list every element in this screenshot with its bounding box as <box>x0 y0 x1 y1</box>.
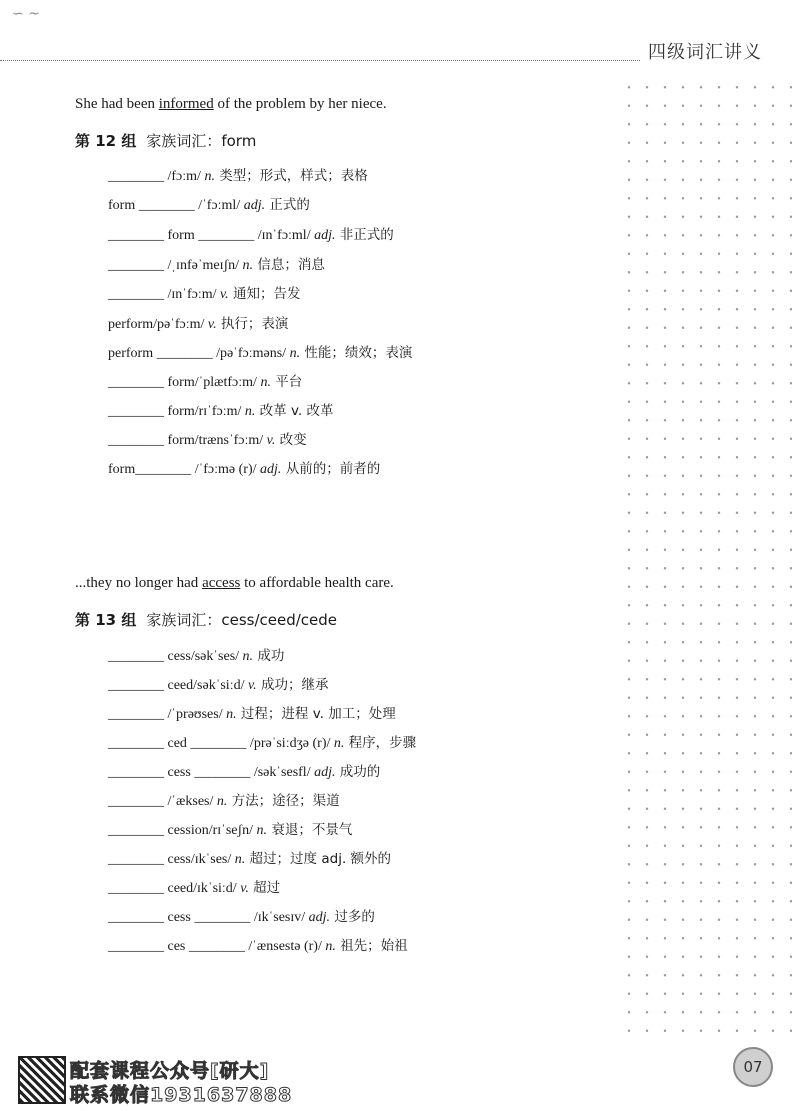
entry-lead: ________ /ˈækses/ <box>108 794 214 809</box>
entry-pos: adj. <box>308 910 331 925</box>
entry-meaning: 非正式的 <box>335 227 394 243</box>
entry-lead: ________ /ˌɪnfəˈmeɪʃn/ <box>108 258 240 273</box>
entry-lead: ________ ceed/ɪkˈsiːd/ <box>108 881 237 896</box>
group-name: 家族词汇： <box>146 611 222 629</box>
entry-meaning: 成功；继承 <box>256 677 329 693</box>
vocab-entry[interactable] <box>108 702 396 723</box>
vocab-entry[interactable] <box>108 223 394 244</box>
entry-lead: ________ form/trænsˈfɔːm/ <box>108 433 264 448</box>
group-label: 第 13 组 <box>75 611 137 629</box>
entry-pos: n. <box>242 649 254 664</box>
vocab-entry[interactable] <box>108 644 284 665</box>
vocab-entry[interactable] <box>108 193 310 214</box>
vocab-entry[interactable] <box>108 818 352 839</box>
vocab-entry[interactable] <box>108 341 412 362</box>
entry-meaning: 成功 <box>253 648 285 664</box>
example-sentence-12 <box>75 96 387 113</box>
entry-lead: ________ cession/rɪˈseʃn/ <box>108 823 254 838</box>
entry-pos: n. <box>260 375 271 390</box>
vocab-entry[interactable] <box>108 876 280 897</box>
entry-meaning: 方法；途径；渠道 <box>227 793 340 809</box>
entry-lead: form ________ /ˈfɔːml/ <box>108 198 241 213</box>
entry-meaning: 过多的 <box>330 909 375 925</box>
entry-lead: ________ /ˈprəʊses/ <box>108 707 223 722</box>
entry-pos: v. <box>247 678 257 693</box>
entry-pos: adj. <box>243 198 266 213</box>
vocab-entry[interactable] <box>108 934 408 955</box>
vocab-entry[interactable] <box>108 760 380 781</box>
entry-meaning: 超过；过度 adj. 额外的 <box>245 851 392 867</box>
entry-pos: n. <box>256 823 268 838</box>
promo-line-1: 配套课程公众号[研大] <box>70 1060 270 1082</box>
sentence-after: to affordable health care. <box>240 575 394 591</box>
entry-meaning: 改革 v. 改革 <box>255 403 334 419</box>
entry-pos: n. <box>244 404 256 419</box>
entry-lead: ________ cess/səkˈses/ <box>108 649 240 664</box>
entry-meaning: 信息；消息 <box>253 257 325 273</box>
entry-lead: ________ /fɔːm/ <box>108 169 201 184</box>
entry-lead: form________ /ˈfɔːmə (r)/ <box>108 462 257 477</box>
entry-meaning: 性能；绩效；表演 <box>300 345 413 361</box>
entry-pos: v. <box>220 287 229 302</box>
entry-pos: n. <box>325 939 336 954</box>
vocab-entry[interactable] <box>108 370 302 391</box>
vocab-entry[interactable] <box>108 847 391 868</box>
vocab-entry[interactable] <box>108 428 307 449</box>
vocab-entry[interactable] <box>108 905 375 926</box>
group-topic: form <box>221 132 257 150</box>
entry-pos: adj. <box>314 765 336 780</box>
vocab-entry[interactable] <box>108 731 416 752</box>
entry-pos: n. <box>333 736 345 751</box>
dot-grid-notes-area <box>620 78 792 1038</box>
entry-lead: ________ ceed/səkˈsiːd/ <box>108 678 245 693</box>
entry-meaning: 通知；告发 <box>228 286 301 302</box>
entry-pos: adj. <box>314 228 336 243</box>
entry-lead: ________ cess ________ /səkˈsesfl/ <box>108 765 311 780</box>
entry-lead: ________ ced ________ /prəˈsiːdʒə (r)/ <box>108 736 331 751</box>
group-label: 第 12 组 <box>75 132 137 150</box>
vocab-entry[interactable] <box>108 399 333 420</box>
entry-pos: n. <box>289 346 301 361</box>
footer-promo <box>18 1056 310 1104</box>
entry-meaning: 成功的 <box>335 764 381 780</box>
entry-meaning: 平台 <box>270 374 303 390</box>
entry-meaning: 执行；表演 <box>216 316 289 332</box>
vocab-entry[interactable] <box>108 673 328 694</box>
entry-pos: v. <box>240 881 249 896</box>
entry-meaning: 衰退；不景气 <box>267 822 353 838</box>
vocab-entry[interactable] <box>108 164 368 185</box>
entry-lead: ________ /ɪnˈfɔːm/ <box>108 287 217 302</box>
entry-pos: n. <box>226 707 237 722</box>
promo-line-2: 联系微信1931637888 <box>70 1084 293 1106</box>
entry-pos: n. <box>242 258 254 273</box>
entry-meaning: 祖先；始祖 <box>335 938 408 954</box>
entry-lead: ________ cess ________ /ɪkˈsesɪv/ <box>108 910 306 925</box>
example-sentence-13 <box>75 575 394 592</box>
entry-pos: adj. <box>260 462 282 477</box>
sentence-before: She had been <box>75 96 159 112</box>
vocab-entry[interactable] <box>108 253 325 274</box>
entry-lead: ________ form ________ /ɪnˈfɔːml/ <box>108 228 311 243</box>
vocab-entry[interactable] <box>108 282 300 303</box>
header-rule <box>0 60 640 61</box>
entry-meaning: 超过 <box>248 880 281 896</box>
entry-lead: ________ ces ________ /ˈænsestə (r)/ <box>108 939 322 954</box>
entry-lead: ________ form/ˈplætfɔːm/ <box>108 375 257 390</box>
entry-meaning: 正式的 <box>265 197 310 213</box>
corner-marks: ∽ ~ <box>12 6 40 22</box>
entry-lead: ________ cess/ɪkˈses/ <box>108 852 232 867</box>
entry-meaning: 过程；进程 v. 加工；处理 <box>236 706 396 722</box>
group-title-13 <box>75 609 337 630</box>
entry-meaning: 从前的；前者的 <box>281 461 381 477</box>
qr-code-icon[interactable] <box>18 1056 66 1104</box>
entry-meaning: 改变 <box>275 432 307 448</box>
sentence-keyword: access <box>202 575 241 591</box>
entry-lead: ________ form/rɪˈfɔːm/ <box>108 404 242 419</box>
entry-pos: n. <box>234 852 246 867</box>
vocab-entry[interactable] <box>108 789 340 810</box>
entry-pos: v. <box>207 317 217 332</box>
page-number-badge: 07 <box>733 1047 773 1087</box>
page-header-title: 四级词汇讲义 <box>648 42 762 63</box>
vocab-entry[interactable] <box>108 312 288 333</box>
sentence-keyword: informed <box>158 96 214 112</box>
group-name: 家族词汇： <box>146 132 222 150</box>
vocab-entry[interactable] <box>108 457 380 478</box>
sentence-before: ...they no longer had <box>75 575 203 591</box>
group-title-12 <box>75 130 256 151</box>
entry-pos: n. <box>204 169 215 184</box>
entry-lead: perform/pəˈfɔːm/ <box>108 317 205 332</box>
entry-lead: perform ________ /pəˈfɔːməns/ <box>108 346 287 361</box>
sentence-after: of the problem by her niece. <box>213 96 387 112</box>
entry-pos: v. <box>266 433 276 448</box>
entry-meaning: 类型；形式，样式；表格 <box>214 168 368 184</box>
entry-pos: n. <box>216 794 228 809</box>
entry-meaning: 程序，步骤 <box>344 735 417 751</box>
group-topic: cess/ceed/cede <box>221 611 338 629</box>
